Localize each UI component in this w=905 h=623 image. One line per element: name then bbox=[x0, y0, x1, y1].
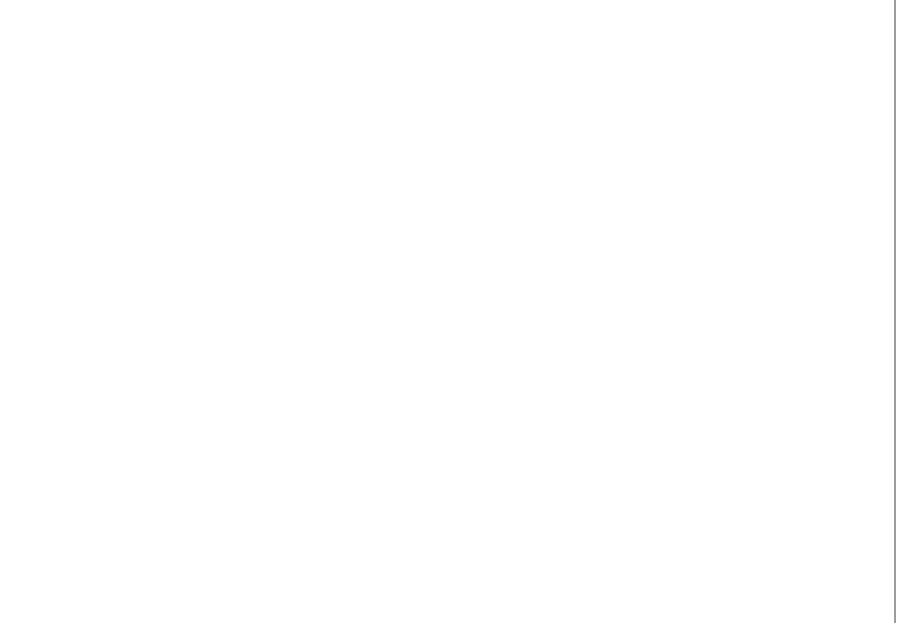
page-edge bbox=[894, 0, 896, 623]
